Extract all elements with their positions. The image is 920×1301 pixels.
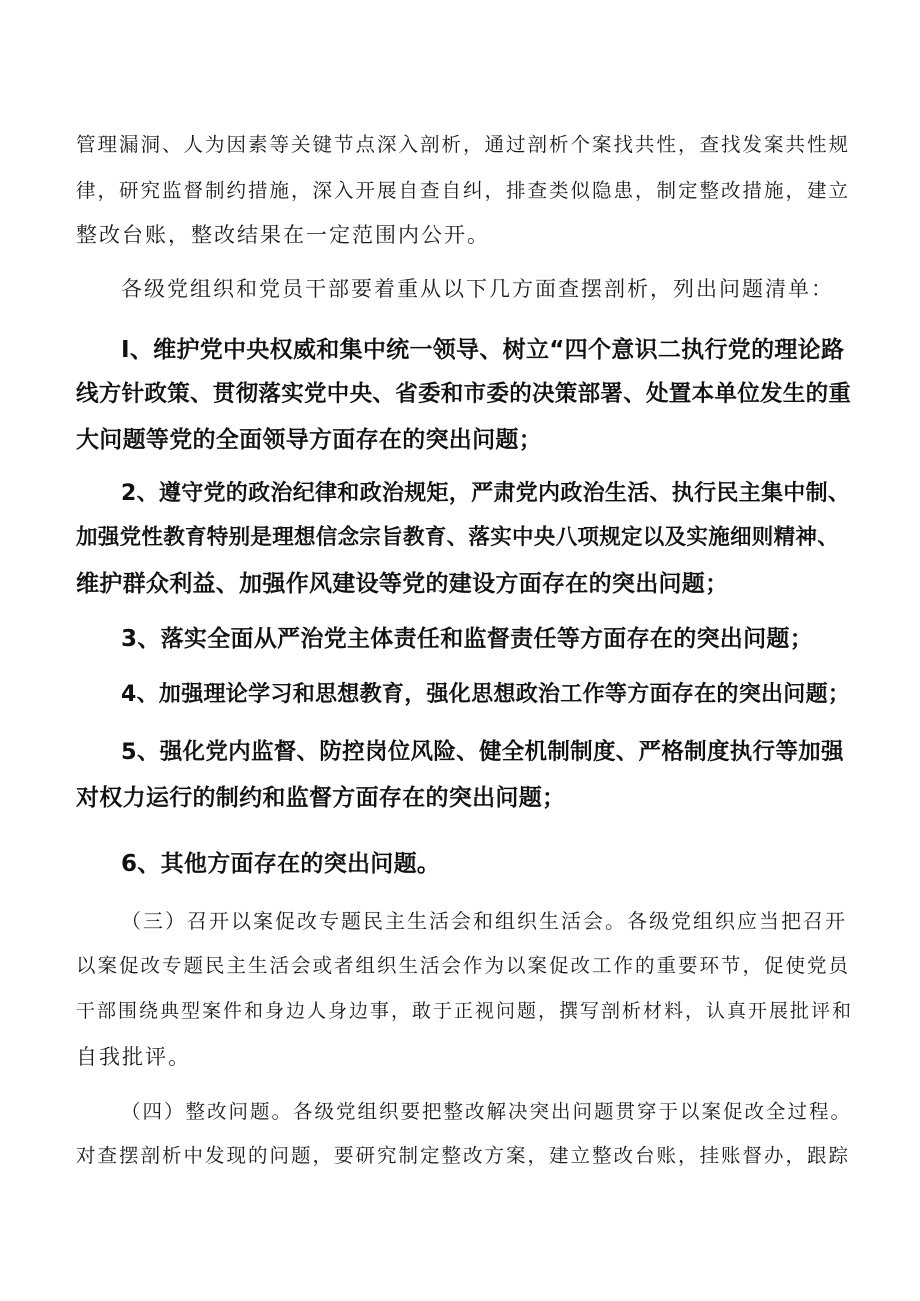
list-item-5-line-1: 5、强化党内监督、防控岗位风险、健全机制制度、严格制度执行等加强 [121,739,844,765]
list-item-3: 3、落实全面从严治党主体责任和监督责任等方面存在的突出问题； [121,626,814,652]
list-intro: 各级党组织和党员干部要着重从以下几方面查摆剖析，列出问题清单： [121,277,834,301]
section-four-line-1: （四）整改问题。各级党组织要把整改解决突出问题贯穿于以案促改全过程。 [121,1100,853,1123]
section-three-line-4: 自我批评。 [76,1045,191,1069]
list-item-6: 6、其他方面存在的突出问题。 [121,851,441,877]
section-three-line-2: 以案促改专题民主生活会或者组织生活会作为以案促改工作的重要环节，促使党员 [76,954,851,977]
list-item-2-line-1: 2、遵守党的政治纪律和政治规矩，严肃党内政治生活、执行民主集中制、 [121,481,851,506]
list-item-1-line-2: 线方针政策、贯彻落实党中央、省委和市委的决策部署、处置本单位发生的重 [76,381,852,407]
list-item-1-line-1: I、维护党中央权威和集中统一领导、树立“四个意识二执行党的理论路 [121,337,845,363]
list-item-5-line-2: 对权力运行的制约和监督方面存在的突出问题； [76,785,566,811]
intro-line-1: 管理漏洞、人为因素等关键节点深入剖析，通过剖析个案找共性，查找发案共性规 [76,133,851,156]
section-four-line-2: 对查摆剖析中发现的问题，要研究制定整改方案，建立整改台账，挂账督办，跟踪 [76,1144,851,1167]
section-three-line-3: 干部围绕典型案件和身边人身边事，敢于正视问题，撰写剖析材料，认真开展批评和 [76,1000,854,1022]
list-item-2-line-2: 加强党性教育特别是理想信念宗旨教育、落实中央八项规定以及实施细则精神、 [76,525,840,550]
intro-line-2: 律，研究监督制约措施，深入开展自查自纠，排查类似隐患，制定整改措施，建立 [76,179,851,202]
intro-line-3: 整改台账，整改结果在一定范围内公开。 [76,223,490,247]
list-item-2-line-3: 维护群众利益、加强作风建设等党的建设方面存在的突出问题； [76,571,729,597]
list-item-4: 4、加强理论学习和思想教育，强化思想政治工作等方面存在的突出问题； [121,682,851,707]
section-three-line-1: （三）召开以案促改专题民主生活会和组织生活会。各级党组织应当把召开 [121,909,847,933]
list-item-1-line-3: 大问题等党的全面领导方面存在的突出问题； [76,427,542,453]
